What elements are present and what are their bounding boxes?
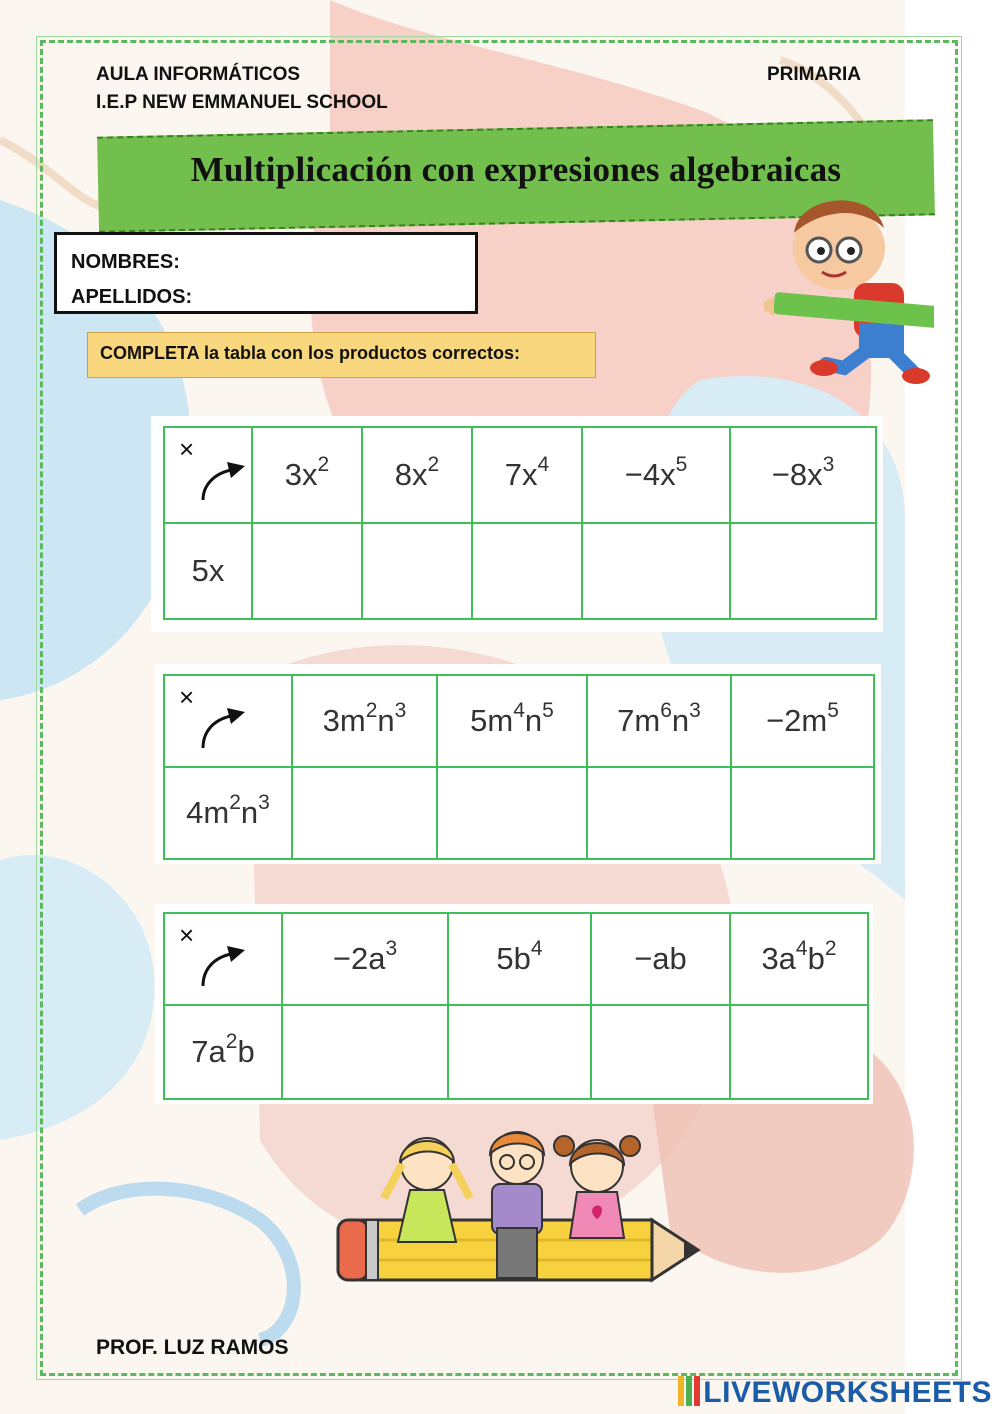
term-exponent: 3 bbox=[689, 699, 701, 722]
term-base: −ab bbox=[634, 941, 687, 976]
names-label: NOMBRES: bbox=[71, 251, 180, 273]
factor-cell bbox=[582, 427, 730, 523]
term-base: 8x bbox=[394, 457, 428, 492]
term-base: 7a bbox=[191, 1034, 226, 1069]
answer-input-cell[interactable] bbox=[472, 523, 582, 619]
answer-input-cell[interactable] bbox=[587, 767, 731, 859]
school-name-label: I.E.P NEW EMMANUEL SCHOOL bbox=[96, 92, 388, 113]
term-exponent: 3 bbox=[385, 937, 398, 960]
liveworksheets-logo-icon bbox=[678, 1376, 700, 1406]
level-label: PRIMARIA bbox=[767, 64, 861, 85]
term-base: 5m bbox=[470, 703, 514, 738]
multiply-icon: × bbox=[179, 434, 195, 464]
factor-cell bbox=[292, 675, 437, 767]
answer-input-cell[interactable] bbox=[582, 523, 730, 619]
curved-arrow-icon bbox=[165, 428, 253, 522]
term-base: −8x bbox=[771, 457, 823, 492]
term-base: −4x bbox=[624, 457, 676, 492]
term-base: 5x bbox=[191, 553, 225, 588]
term-exponent: 4 bbox=[795, 937, 808, 960]
page-title: Multiplicación con expresiones algebraicas bbox=[190, 150, 842, 189]
factor-cell bbox=[252, 427, 362, 523]
term-base: b bbox=[237, 1034, 255, 1069]
answer-input-cell[interactable] bbox=[730, 523, 876, 619]
term-base: 7m bbox=[617, 703, 661, 738]
term-exponent: 2 bbox=[824, 937, 837, 960]
term-exponent: 3 bbox=[822, 453, 835, 476]
factor-cell bbox=[448, 913, 591, 1005]
factor-cell bbox=[437, 675, 587, 767]
factor-cell bbox=[591, 913, 730, 1005]
table-grid bbox=[163, 674, 875, 860]
term-exponent: 5 bbox=[542, 699, 554, 722]
term-exponent: 6 bbox=[660, 699, 672, 722]
operator-cell bbox=[164, 913, 282, 1005]
answer-input-cell[interactable] bbox=[591, 1005, 730, 1099]
factor-cell bbox=[362, 427, 472, 523]
teacher-name: PROF. LUZ RAMOS bbox=[96, 1336, 289, 1359]
multiplication-table-3 bbox=[155, 904, 873, 1104]
kids-on-pencil-illustration bbox=[332, 1124, 702, 1300]
instruction-box: COMPLETA la tabla con los productos correctos: bbox=[87, 332, 596, 378]
term-base: n bbox=[524, 703, 543, 738]
operator-cell bbox=[164, 427, 252, 523]
term-exponent: 2 bbox=[225, 1030, 238, 1053]
term-exponent: 2 bbox=[229, 791, 241, 814]
factor-cell bbox=[730, 427, 876, 523]
multiplier-cell bbox=[164, 1005, 282, 1099]
factor-cell bbox=[472, 427, 582, 523]
operator-cell bbox=[164, 675, 292, 767]
school-area-label: AULA INFORMÁTICOS bbox=[96, 64, 301, 85]
surnames-label: APELLIDOS: bbox=[71, 286, 193, 308]
student-info-box bbox=[54, 232, 478, 314]
term-base: n bbox=[377, 703, 395, 738]
watermark-text: LIVEWORKSHEETS bbox=[703, 1376, 992, 1409]
multiplier-cell bbox=[164, 767, 292, 859]
term-base: n bbox=[671, 703, 690, 738]
term-base: 3a bbox=[761, 941, 796, 976]
answer-input-cell[interactable] bbox=[362, 523, 472, 619]
factor-cell bbox=[587, 675, 731, 767]
term-base: 4m bbox=[186, 795, 230, 830]
multiplication-table-2 bbox=[155, 664, 881, 864]
term-exponent: 2 bbox=[317, 453, 330, 476]
answer-input-cell[interactable] bbox=[282, 1005, 448, 1099]
multiplication-table-1 bbox=[151, 416, 883, 632]
term-exponent: 4 bbox=[537, 453, 550, 476]
factor-cell bbox=[730, 913, 868, 1005]
curved-arrow-icon bbox=[165, 914, 283, 1004]
table-grid bbox=[163, 426, 877, 620]
term-base: 5b bbox=[496, 941, 531, 976]
term-base: −2a bbox=[332, 941, 386, 976]
answer-input-cell[interactable] bbox=[731, 767, 874, 859]
curved-arrow-icon bbox=[165, 676, 293, 766]
term-exponent: 3 bbox=[394, 699, 407, 722]
term-base: −2m bbox=[766, 703, 828, 738]
boy-with-pencil-illustration bbox=[764, 188, 934, 388]
term-exponent: 2 bbox=[365, 699, 378, 722]
term-exponent: 2 bbox=[427, 453, 440, 476]
term-base: n bbox=[240, 795, 259, 830]
answer-input-cell[interactable] bbox=[448, 1005, 591, 1099]
term-base: 3m bbox=[322, 703, 366, 738]
factor-cell bbox=[731, 675, 874, 767]
term-base: 3x bbox=[284, 457, 318, 492]
answer-input-cell[interactable] bbox=[730, 1005, 868, 1099]
table-grid bbox=[163, 912, 869, 1100]
answer-input-cell[interactable] bbox=[252, 523, 362, 619]
term-base: 7x bbox=[504, 457, 538, 492]
term-exponent: 4 bbox=[513, 699, 525, 722]
multiply-icon: × bbox=[179, 920, 195, 950]
multiplier-cell bbox=[164, 523, 252, 619]
liveworksheets-watermark bbox=[678, 1376, 992, 1410]
term-exponent: 5 bbox=[675, 453, 688, 476]
term-exponent: 4 bbox=[530, 937, 543, 960]
term-exponent: 3 bbox=[258, 791, 270, 814]
answer-input-cell[interactable] bbox=[437, 767, 587, 859]
multiply-icon: × bbox=[179, 682, 195, 712]
term-exponent: 5 bbox=[827, 699, 839, 722]
factor-cell bbox=[282, 913, 448, 1005]
term-base: b bbox=[807, 941, 825, 976]
answer-input-cell[interactable] bbox=[292, 767, 437, 859]
